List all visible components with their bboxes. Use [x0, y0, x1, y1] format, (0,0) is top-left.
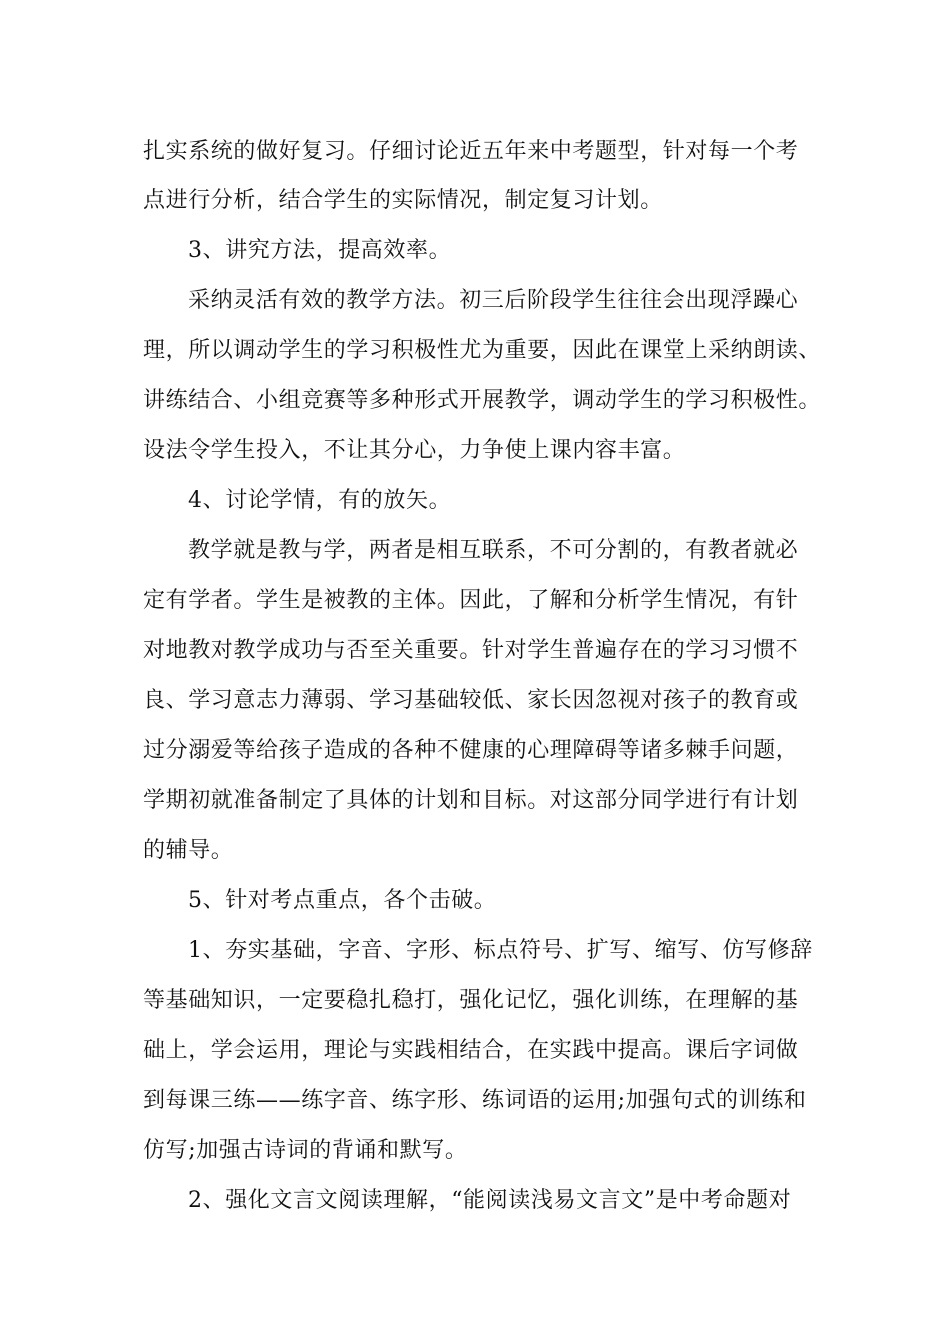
text-line: 的辅导。 [143, 838, 234, 863]
text-line: 对地教对教学成功与否至关重要。针对学生普遍存在的学习习惯不 [143, 638, 799, 663]
text-line: 良、学习意志力薄弱、学习基础较低、家长因忽视对孩子的教育或 [143, 688, 799, 713]
text-line: 2、强化文言文阅读理解，“能阅读浅易文言文”是中考命题对 [188, 1188, 792, 1213]
text-line: 过分溺爱等给孩子造成的各种不健康的心理障碍等诸多棘手问题， [143, 738, 799, 763]
text-line: 础上，学会运用，理论与实践相结合，在实践中提高。课后字词做 [143, 1038, 799, 1063]
text-line: 设法令学生投入，不让其分心，力争使上课内容丰富。 [143, 438, 686, 463]
text-line: 点进行分析，结合学生的实际情况，制定复习计划。 [143, 188, 663, 213]
text-line: 采纳灵活有效的教学方法。初三后阶段学生往往会出现浮躁心 [188, 288, 799, 313]
text-line: 1、夯实基础，字音、字形、标点符号、扩写、缩写、仿写修辞 [188, 938, 813, 963]
section-heading: 4、讨论学情，有的放矢。 [188, 488, 452, 513]
text-line: 理，所以调动学生的学习积极性尤为重要，因此在课堂上采纳朗读、 [143, 338, 822, 363]
text-line: 定有学者。学生是被教的主体。因此，了解和分析学生情况，有针 [143, 588, 799, 613]
text-line: 教学就是教与学，两者是相互联系，不可分割的，有教者就必 [188, 538, 799, 563]
text-line: 学期初就准备制定了具体的计划和目标。对这部分同学进行有计划 [143, 788, 799, 813]
text-line: 仿写;加强古诗词的背诵和默写。 [143, 1138, 468, 1163]
text-line: 扎实系统的做好复习。仔细讨论近五年来中考题型，针对每一个考 [143, 139, 799, 164]
section-heading: 5、针对考点重点，各个击破。 [188, 888, 497, 913]
text-line: 等基础知识，一定要稳扎稳打，强化记忆，强化训练，在理解的基 [143, 988, 799, 1013]
text-line: 到每课三练——练字音、练字形、练词语的运用;加强句式的训练和 [143, 1088, 807, 1113]
section-heading: 3、讲究方法，提高效率。 [188, 238, 452, 263]
text-line: 讲练结合、小组竞赛等多种形式开展教学，调动学生的学习积极性。 [143, 388, 822, 413]
